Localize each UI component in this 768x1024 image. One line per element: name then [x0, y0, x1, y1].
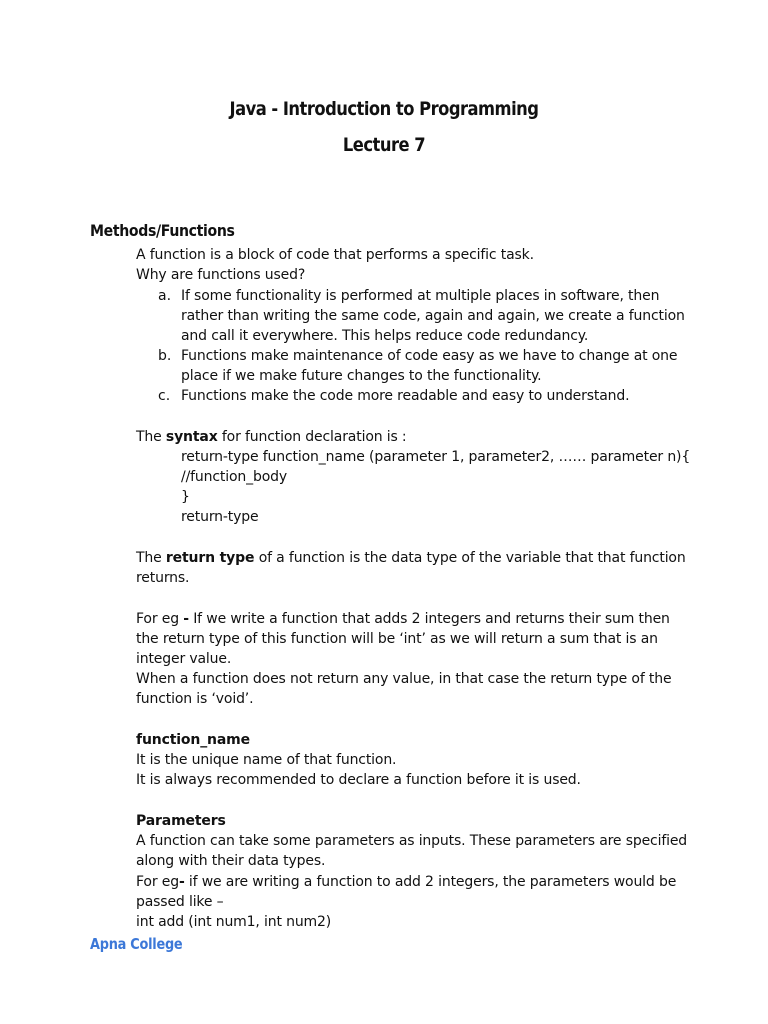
- example-line: integer value.: [136, 651, 232, 667]
- lecture-subtitle: Lecture 7: [342, 134, 426, 156]
- example-after: If we write a function that adds 2 integers and returns their sum then: [188, 611, 670, 627]
- example-before: For eg: [136, 611, 184, 627]
- return-type-paragraph: [136, 548, 686, 568]
- syntax-intro-after: for function declaration is :: [217, 429, 407, 445]
- list-item-line: If some functionality is performed at multiple places in software, then: [181, 288, 660, 304]
- function-name-line: It is the unique name of that function.: [136, 752, 397, 768]
- syntax-line: return-type function_name (parameter 1, parameter2, …… parameter n){: [181, 449, 691, 465]
- parameters-line: A function can take some parameters as inputs. These parameters are specified: [136, 833, 688, 849]
- function-name-line: It is always recommended to declare a function before it is used.: [136, 772, 581, 788]
- void-line: function is ‘void’.: [136, 691, 254, 707]
- document-title: Java - Introduction to Programming: [229, 98, 539, 120]
- function-name-heading: function_name: [136, 732, 250, 748]
- syntax-keyword: syntax: [165, 429, 218, 445]
- intro-text: A function is a block of code that performs a specific task.: [136, 247, 534, 263]
- list-marker: a.: [158, 288, 172, 304]
- example-paragraph: [136, 609, 670, 629]
- void-line: When a function does not return any value, in that case the return type of the: [136, 671, 672, 687]
- list-marker: b.: [158, 348, 172, 364]
- parameters-example-after: if we are writing a function to add 2 integers, the parameters would be: [184, 874, 677, 890]
- syntax-line: }: [181, 489, 190, 505]
- syntax-intro-before: The: [136, 429, 166, 445]
- footer-brand: Apna College: [90, 935, 183, 953]
- return-type-after: of a function is the data type of the variable that that function: [254, 550, 686, 566]
- list-item-line: Functions make maintenance of code easy as we have to change at one: [181, 348, 678, 364]
- syntax-line: return-type: [181, 509, 259, 525]
- list-item-line: Functions make the code more readable and easy to understand.: [181, 388, 630, 404]
- return-type-before: The: [136, 550, 166, 566]
- list-marker: c.: [158, 388, 171, 404]
- example-dash: -: [183, 611, 189, 627]
- parameters-heading: Parameters: [136, 813, 226, 829]
- syntax-line: //function_body: [181, 469, 287, 485]
- parameters-example: [136, 872, 676, 892]
- parameters-example-before: For eg: [136, 874, 179, 890]
- parameters-line: along with their data types.: [136, 853, 326, 869]
- example-line: the return type of this function will be ‘int’ as we will return a sum that is an: [136, 631, 658, 647]
- list-item-line: place if we make future changes to the functionality.: [181, 368, 542, 384]
- why-question: Why are functions used?: [136, 267, 306, 283]
- list-item-line: rather than writing the same code, again and again, we create a function: [181, 308, 685, 324]
- parameters-example-dash: -: [178, 874, 185, 890]
- section-heading: Methods/Functions: [90, 221, 235, 240]
- syntax-intro: [136, 427, 407, 447]
- list-item-line: and call it everywhere. This helps reduce code redundancy.: [181, 328, 589, 344]
- parameters-line: passed like –: [136, 894, 224, 910]
- return-type-line: returns.: [136, 570, 190, 586]
- return-type-term: return type: [165, 550, 255, 566]
- parameters-code: int add (int num1, int num2): [136, 914, 332, 930]
